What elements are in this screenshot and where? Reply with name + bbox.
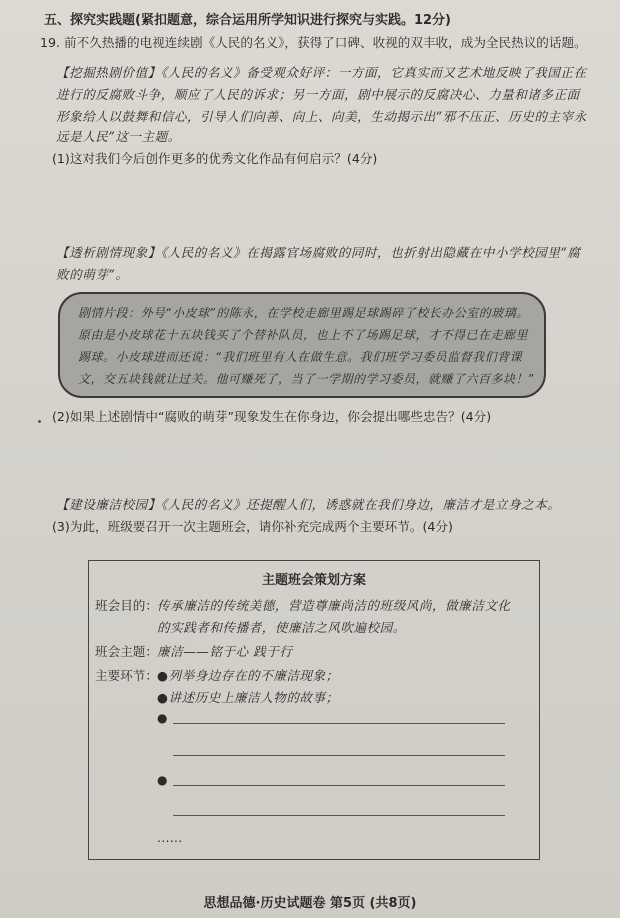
margin-dot <box>38 420 41 423</box>
part1-text-line: 【挖掘热剧价值】《人民的名义》备受观众好评：一方面，它真实而又艺术地反映了我国正在 <box>56 65 587 80</box>
answer-line[interactable] <box>173 723 505 724</box>
subquestion-2: (2)如果上述剧情中“腐败的萌芽”现象发生在你身边，你会提出哪些忠告？(4分) <box>52 409 492 424</box>
step-item: ●列举身边存在的不廉洁现象； <box>157 668 339 683</box>
part2-text-line: 败的萌芽”。 <box>56 267 129 282</box>
question-19-intro: 19. 前不久热播的电视连续剧《人民的名义》，获得了口碑、收视的双丰收，成为全民热议的话题。 <box>40 35 587 50</box>
subquestion-3: (3)为此，班级要召开一次主题班会，请你补充完成两个主要环节。(4分) <box>52 519 453 534</box>
goal-label: 班会目的： <box>95 598 158 613</box>
part3-text-line: 【建设廉洁校园】《人民的名义》还提醒人们，诱惑就在我们身边，廉洁才是立身之本。 <box>56 497 561 512</box>
theme-label: 班会主题： <box>95 644 158 659</box>
scene-line: 剧情片段：外号“小皮球”的陈永，在学校走廊里踢足球踢碎了校长办公室的玻璃。 <box>78 306 529 320</box>
steps-label: 主要环节： <box>95 668 158 683</box>
step-item: ●讲述历史上廉洁人物的故事； <box>157 690 339 705</box>
answer-line[interactable] <box>173 815 505 816</box>
plot-excerpt-box <box>58 292 546 398</box>
ellipsis: …… <box>157 830 183 845</box>
page-footer: 思想品德·历史试题卷 第5页 (共8页) <box>203 896 417 911</box>
subquestion-1: (1)这对我们今后创作更多的优秀文化作品有何启示？(4分) <box>52 151 378 166</box>
part1-text-line: 形象给人以鼓舞和信心，引导人们向善、向上、向美，生动揭示出“邪不压正、历史的主宰永 <box>56 109 587 124</box>
section-title: 五、探究实践题(紧扣题意，综合运用所学知识进行探究与实践。12分) <box>44 13 451 28</box>
part2-text-line: 【透析剧情现象】《人民的名义》在揭露官场腐败的同时，也折射出隐藏在中小学校园里“腐 <box>56 245 581 260</box>
answer-bullet: ● <box>157 711 168 725</box>
scene-line: 踢球。小皮球进而还说：“我们班里有人在做生意。我们班学习委员监督我们背课 <box>78 350 523 364</box>
answer-line[interactable] <box>173 785 505 786</box>
part1-text-line: 进行的反腐败斗争，顺应了人民的诉求；另一方面，剧中展示的反腐决心、力量和诸多正面 <box>56 87 580 102</box>
scene-line: 文，交五块钱就让过关。他可赚死了，当了一学期的学习委员，就赚了六百多块！” <box>78 372 535 386</box>
goal-text: 传承廉洁的传统美德，营造尊廉尚洁的班级风尚，做廉洁文化 <box>157 598 511 613</box>
scene-line: 原由是小皮球花十五块钱买了个替补队员，也上不了场踢足球，才不得已在走廊里 <box>78 328 529 342</box>
part1-text-line: 远是人民”这一主题。 <box>56 129 181 144</box>
theme-text: 廉洁——铭于心 践于行 <box>157 644 293 659</box>
answer-line[interactable] <box>173 755 505 756</box>
answer-bullet: ● <box>157 773 168 787</box>
plan-box <box>88 560 540 860</box>
plan-title: 主题班会策划方案 <box>261 573 366 588</box>
goal-text: 的实践者和传播者，使廉洁之风吹遍校园。 <box>157 620 406 635</box>
